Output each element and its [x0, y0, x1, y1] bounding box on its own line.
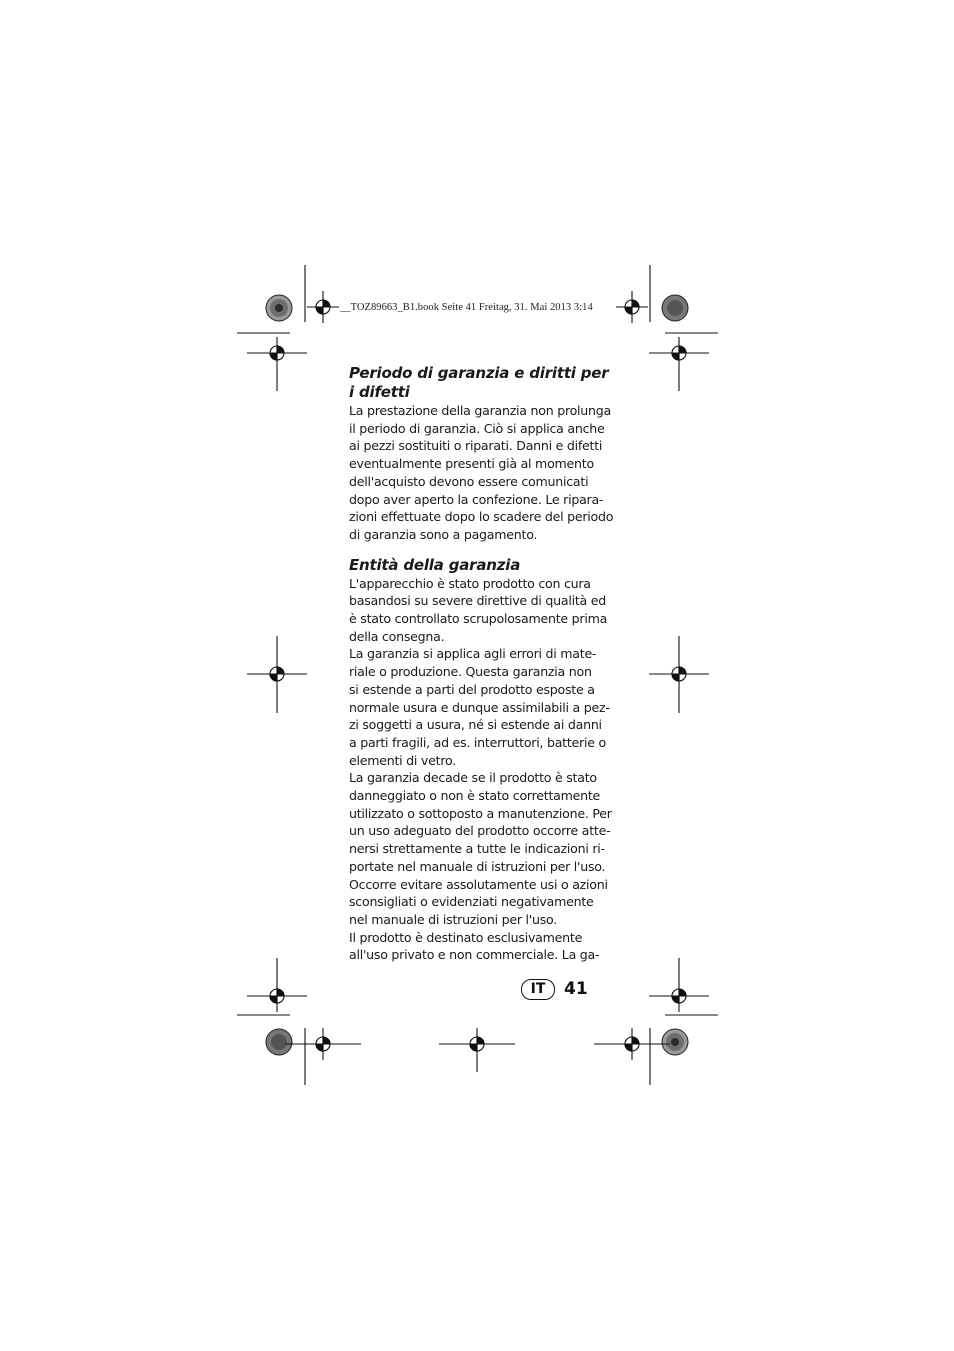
- text-line: riale o produzione. Questa garanzia non: [349, 664, 592, 680]
- text-line: di garanzia sono a pagamento.: [349, 526, 538, 542]
- text-line: dell'acquisto devono essere comunicati: [349, 473, 589, 489]
- page-content: [349, 364, 615, 964]
- text-line: basandosi su severe direttive di qualità ed: [349, 593, 607, 609]
- text-line: dopo aver aperto la confezione. Le ripara-: [349, 491, 604, 507]
- heading-line: i difetti: [349, 383, 410, 401]
- page-footer: [521, 977, 588, 1001]
- text-line: normale usura e dunque assimilabili a pez-: [349, 699, 610, 715]
- text-line: nel manuale di istruzioni per l'uso.: [349, 911, 558, 927]
- paragraph-warranty-scope: [349, 575, 615, 964]
- text-line: si estende a parti del prodotto esposte a: [349, 681, 595, 697]
- text-line: Il prodotto è destinato esclusivamente: [349, 929, 583, 945]
- text-line: La garanzia si applica agli errori di mate-: [349, 646, 597, 662]
- text-line: La prestazione della garanzia non prolunga: [349, 403, 611, 418]
- text-line: sconsigliati o evidenziati negativamente: [349, 894, 594, 910]
- section-spacer: [349, 544, 615, 556]
- paragraph-warranty-period: [349, 402, 615, 544]
- text-line: zi soggetti a usura, né si estende ai danni: [349, 717, 602, 733]
- print-slug-header: __TOZ89663_B1.book Seite 41 Freitag, 31. Mai 2013 3:14: [340, 302, 593, 313]
- text-line: nersi strettamente a tutte le indicazioni ri-: [349, 841, 605, 857]
- section-heading-warranty-period: [349, 364, 615, 402]
- text-line: utilizzato o sottoposto a manutenzione. Per: [349, 805, 612, 821]
- text-line: della consegna.: [349, 628, 445, 644]
- heading-line: Periodo di garanzia e diritti per: [349, 364, 609, 382]
- text-line: il periodo di garanzia. Ciò si applica anche: [349, 420, 605, 436]
- text-line: ai pezzi sostituiti o riparati. Danni e difetti: [349, 438, 603, 454]
- text-line: Occorre evitare assolutamente usi o azioni: [349, 876, 608, 892]
- language-badge: IT: [521, 979, 555, 1000]
- text-line: eventualmente presenti già al momento: [349, 456, 594, 472]
- text-line: zioni effettuate dopo lo scadere del periodo: [349, 509, 614, 525]
- text-line: danneggiato o non è stato correttamente: [349, 788, 601, 804]
- text-line: all'uso privato e non commerciale. La ga-: [349, 947, 600, 963]
- text-line: a parti fragili, ad es. interruttori, batterie o: [349, 734, 606, 750]
- text-line: L'apparecchio è stato prodotto con cura: [349, 575, 591, 591]
- text-line: portate nel manuale di istruzioni per l'uso.: [349, 858, 606, 874]
- heading-line: Entità della garanzia: [349, 555, 521, 574]
- text-line: La garanzia decade se il prodotto è stato: [349, 770, 597, 786]
- text-line: un uso adeguato del prodotto occorre atte-: [349, 823, 611, 839]
- text-line: è stato controllato scrupolosamente prima: [349, 611, 608, 627]
- page-number: 41: [564, 979, 588, 999]
- section-heading-warranty-scope: [349, 556, 615, 575]
- text-line: elementi di vetro.: [349, 752, 456, 768]
